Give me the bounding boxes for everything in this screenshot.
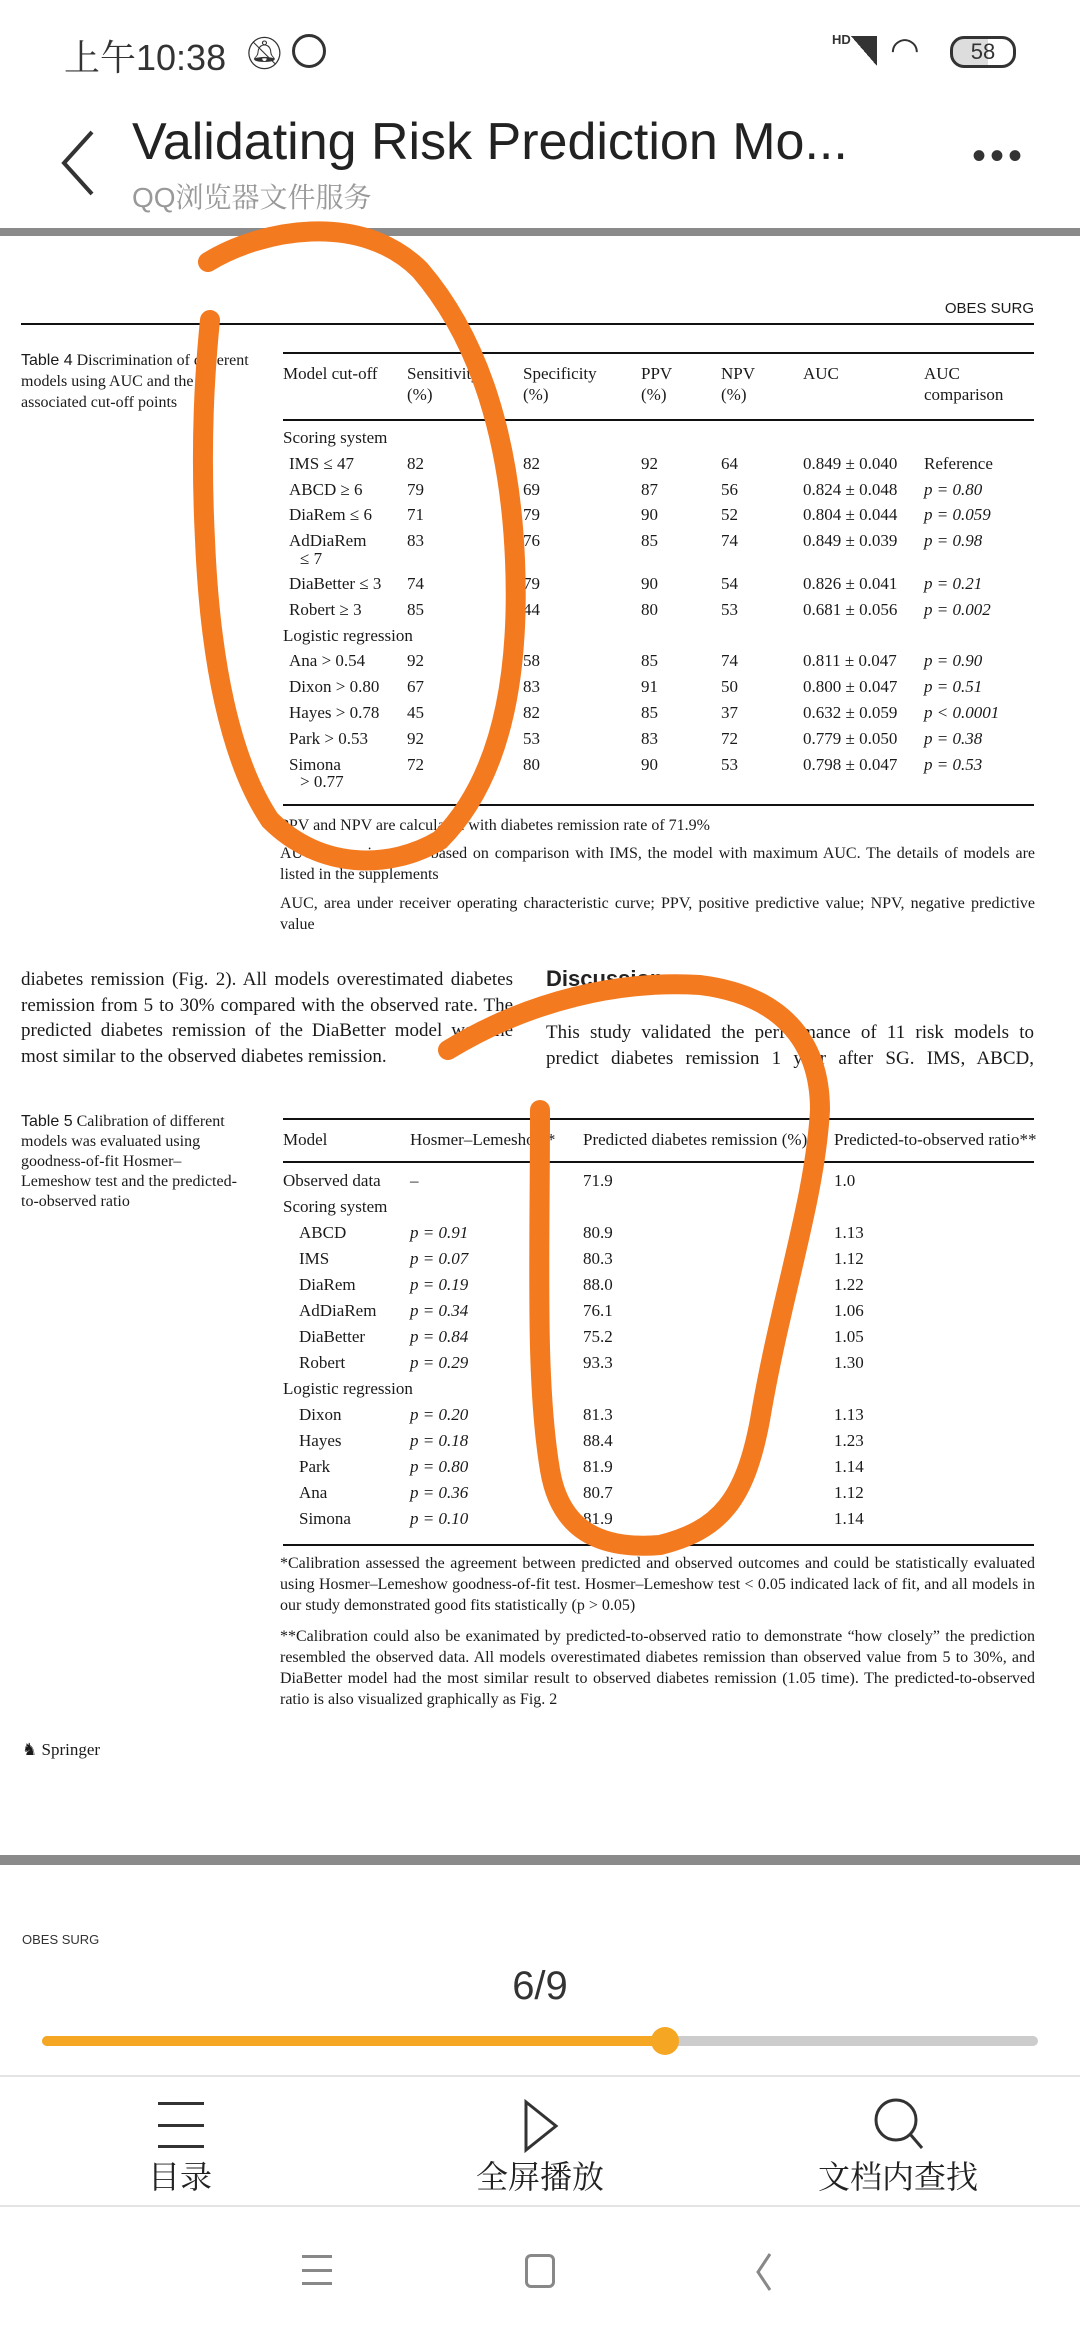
table4-cell: p = 0.80 bbox=[924, 479, 983, 499]
toolbar-divider bbox=[0, 2205, 1080, 2207]
table5-cell: p = 0.91 bbox=[410, 1223, 469, 1242]
find-in-document-label: 文档内查找 bbox=[817, 2159, 979, 2195]
table4-header-cell: PPV bbox=[641, 364, 673, 383]
table5-cell: Dixon bbox=[299, 1405, 342, 1424]
table5-cell: 80.3 bbox=[583, 1249, 613, 1268]
table4-cell: Ana > 0.54 bbox=[289, 651, 366, 671]
status-time: 上午10:38 bbox=[64, 37, 227, 78]
table4-cell: 74 bbox=[721, 531, 738, 551]
table5-cell: 1.30 bbox=[834, 1353, 864, 1372]
table4-cell: 0.800 ± 0.047 bbox=[803, 677, 898, 697]
table5-cell: Simona bbox=[299, 1509, 351, 1528]
table5-label: Table 5 bbox=[21, 1113, 73, 1130]
table4-cell: 67 bbox=[407, 677, 424, 697]
table4-cell: 71 bbox=[407, 505, 424, 525]
table5-caption-text: Calibration of different models was evaluated using goodness-of-fit Hosmer–Lemeshow test and the predicted-to-observed ratio bbox=[21, 1113, 237, 1210]
table5-cell: 1.06 bbox=[834, 1301, 864, 1320]
battery-level: 58 bbox=[970, 39, 996, 64]
table4-group-label: Scoring system bbox=[283, 428, 388, 447]
publisher-name: Springer bbox=[41, 1740, 101, 1759]
section-heading: Discussion bbox=[546, 966, 664, 991]
table4-cell: 79 bbox=[523, 574, 540, 593]
play-icon bbox=[480, 2096, 600, 2156]
table4-cell: 0.804 ± 0.044 bbox=[803, 505, 898, 525]
table5-cell: p = 0.20 bbox=[410, 1405, 469, 1424]
table5-cell: Robert bbox=[299, 1353, 346, 1372]
table5-cell: p = 0.18 bbox=[410, 1431, 469, 1450]
table4-header-cell: Model cut-off bbox=[283, 364, 378, 383]
table5-footnote: **Calibration could also be exanimated by predicted-to-observed ratio to demonstrate “how closely” the prediction resembled the observed data. All models overestimated diabetes remission than observed value from 5 to 30%, and DiaBetter model had the most similar result to observed diabetes remission (1.05 time). The predicted-to-observed ratio is also visualized graphically as Fig. 2 bbox=[280, 1628, 1035, 1708]
table5-cell: 1.23 bbox=[834, 1431, 864, 1450]
table4-header-cell: Sensitivity bbox=[407, 364, 480, 383]
page-indicator: 6/9 bbox=[512, 1964, 568, 2008]
fullscreen-play-label: 全屏播放 bbox=[475, 2159, 605, 2195]
table4-header-cell: AUC bbox=[803, 364, 839, 383]
table4-cell: 69 bbox=[523, 479, 540, 499]
table4-cell: 56 bbox=[721, 479, 738, 499]
table5-cell: 1.05 bbox=[834, 1327, 864, 1346]
nav-menu-button[interactable] bbox=[302, 2255, 332, 2285]
table4-cell: 76 bbox=[523, 531, 540, 551]
table5-cell: 1.12 bbox=[834, 1249, 864, 1268]
table4-cell: p = 0.98 bbox=[924, 531, 983, 551]
table4-cell: 92 bbox=[407, 651, 424, 671]
table4-cell: 85 bbox=[641, 531, 658, 551]
table5-cell: 1.0 bbox=[834, 1171, 856, 1190]
table5-cell: 1.22 bbox=[834, 1275, 864, 1294]
table4-cell: 80 bbox=[641, 599, 658, 619]
table4-cell: 50 bbox=[721, 677, 738, 697]
publisher-logo bbox=[22, 1740, 100, 1760]
table4-cell: 58 bbox=[523, 651, 540, 671]
table5-cell: p = 0.10 bbox=[410, 1509, 469, 1528]
table5-cell: 71.9 bbox=[583, 1171, 613, 1190]
table4-cell: 90 bbox=[641, 505, 658, 525]
table4-cell: p = 0.002 bbox=[924, 599, 991, 619]
table4-cell: AdDiaRem bbox=[289, 531, 367, 551]
table4-cell: 90 bbox=[641, 754, 658, 774]
table5-header-cell: Predicted-to-observed ratio** bbox=[834, 1130, 1037, 1149]
table5-cell: 76.1 bbox=[583, 1301, 613, 1320]
table4-group-label: Logistic regression bbox=[283, 625, 413, 645]
table4-cell: 0.826 ± 0.041 bbox=[803, 574, 898, 593]
table5-cell: 1.12 bbox=[834, 1483, 864, 1502]
table4-cell: 83 bbox=[523, 677, 540, 697]
table4-cell: p = 0.21 bbox=[924, 574, 983, 593]
table4-cell: 44 bbox=[523, 599, 540, 619]
body-right-column: This study validated the performance of 11 risk models to predict diabetes remission 1 year after SG. IMS, ABCD, bbox=[546, 1022, 1034, 1069]
table5-cell: IMS bbox=[299, 1249, 330, 1268]
table5-header-cell: Model bbox=[283, 1130, 328, 1149]
document-title: Validating Risk Prediction Mo... bbox=[132, 113, 848, 171]
table4-cell: 37 bbox=[721, 703, 738, 722]
document-source: QQ浏览器文件服务 bbox=[132, 182, 372, 213]
table4-cell: 74 bbox=[721, 651, 738, 671]
table4-cell: 79 bbox=[523, 505, 540, 525]
table5-cell: AdDiaRem bbox=[299, 1301, 377, 1320]
next-page-journal-header: OBES SURG bbox=[22, 1932, 100, 1947]
nav-home-button[interactable] bbox=[525, 2254, 555, 2288]
back-icon bbox=[750, 2250, 780, 2294]
table4-cell: p = 0.059 bbox=[924, 505, 991, 525]
table5-cell: 88.4 bbox=[583, 1431, 613, 1450]
table4-header-cell: (%) bbox=[407, 385, 433, 404]
table4-caption-text: Discrimination of different models using AUC and the associated cut-off points bbox=[21, 352, 249, 411]
table4-cell: 0.849 ± 0.040 bbox=[803, 453, 898, 473]
table5-cell: DiaBetter bbox=[299, 1327, 366, 1346]
table4-footnote: AUC, area under receiver operating characteristic curve; PPV, positive predictive value; NPV, negative predictive value bbox=[280, 895, 1035, 933]
table4-cell: Robert ≥ 3 bbox=[289, 599, 362, 619]
table5-cell: – bbox=[410, 1171, 419, 1190]
table4-cell: Hayes > 0.78 bbox=[289, 703, 380, 722]
table4-cell: 53 bbox=[523, 728, 540, 748]
table5-cell: 1.14 bbox=[834, 1509, 864, 1528]
table4-footnote: AUC comparison was based on comparison with IMS, the model with maximum AUC. The details of models are listed in the supplements bbox=[280, 845, 1035, 883]
list-icon bbox=[158, 2102, 204, 2148]
table4-cell: 0.849 ± 0.039 bbox=[803, 531, 898, 551]
table5-cell: 80.7 bbox=[583, 1483, 613, 1502]
table4-header-cell: AUC bbox=[924, 364, 960, 383]
table5-cell: ABCD bbox=[299, 1223, 347, 1242]
table4-cell: Reference bbox=[924, 453, 993, 473]
table4-cell: 0.811 ± 0.047 bbox=[803, 651, 897, 671]
table4-cell: 72 bbox=[407, 754, 424, 774]
table5-cell: p = 0.29 bbox=[410, 1353, 469, 1372]
table4-cell-continued: ≤ 7 bbox=[300, 549, 323, 568]
table4-cell: 82 bbox=[523, 453, 540, 473]
table5-group-label: Logistic regression bbox=[283, 1379, 413, 1398]
table4-cell: 85 bbox=[641, 703, 658, 722]
table4-cell: 83 bbox=[407, 531, 424, 551]
table4-cell: Dixon > 0.80 bbox=[289, 677, 380, 697]
table4-cell: 90 bbox=[641, 574, 658, 593]
table4-cell: 80 bbox=[523, 754, 540, 774]
toc-label: 目录 bbox=[147, 2159, 213, 2195]
table4-cell-continued: > 0.77 bbox=[300, 772, 344, 792]
table5-cell: 81.3 bbox=[583, 1405, 613, 1424]
table4-cell: Park > 0.53 bbox=[289, 728, 368, 748]
springer-horse-icon: ♞ bbox=[22, 1740, 38, 1759]
table5-cell: 81.9 bbox=[583, 1457, 613, 1476]
table4-cell: 52 bbox=[721, 505, 738, 525]
table4-footnote: PPV and NPV are calculated with diabetes remission rate of 71.9% bbox=[280, 817, 710, 834]
table4-cell: p < 0.0001 bbox=[924, 703, 1000, 722]
table5-cell: 1.13 bbox=[834, 1405, 864, 1424]
table4-header-cell: (%) bbox=[721, 385, 747, 404]
table4-cell: 82 bbox=[523, 703, 540, 722]
table4-cell: p = 0.38 bbox=[924, 728, 983, 748]
table5-cell: Park bbox=[299, 1457, 331, 1476]
table4-cell: ABCD ≥ 6 bbox=[289, 479, 363, 499]
search-icon bbox=[838, 2092, 958, 2156]
table5-header-cell: Predicted diabetes remission (%) bbox=[583, 1130, 808, 1149]
table4-cell: 0.632 ± 0.059 bbox=[803, 703, 898, 722]
table5-cell: p = 0.36 bbox=[410, 1483, 469, 1502]
table4-cell: 53 bbox=[721, 754, 738, 774]
table4-cell: IMS ≤ 47 bbox=[289, 453, 355, 473]
body-left-column: diabetes remission (Fig. 2). All models overestimated diabetes remission from 5 to 30% compared with the observed rate. The predicted diabetes remission of the DiaBetter model was the most similar to the observed diabetes remission. bbox=[21, 969, 513, 1067]
table4-cell: p = 0.53 bbox=[924, 754, 983, 774]
table5-cell: DiaRem bbox=[299, 1275, 356, 1294]
table4-cell: 92 bbox=[641, 453, 658, 473]
table4-cell: 72 bbox=[721, 728, 738, 748]
menu-icon bbox=[302, 2269, 332, 2272]
table4-cell: 87 bbox=[641, 479, 658, 499]
network-label: HD bbox=[832, 32, 851, 47]
table4-header-cell: comparison bbox=[924, 385, 1004, 404]
table5-cell: p = 0.34 bbox=[410, 1301, 469, 1320]
table5-cell: Hayes bbox=[299, 1431, 342, 1450]
page-slider[interactable] bbox=[42, 2036, 1038, 2046]
table4-cell: 82 bbox=[407, 453, 424, 473]
annotation-loop-2 bbox=[448, 984, 820, 1545]
page-divider bbox=[0, 1855, 1080, 1865]
table4-cell: 54 bbox=[721, 574, 738, 593]
table4-cell: 74 bbox=[407, 574, 424, 593]
table5-cell: 80.9 bbox=[583, 1223, 613, 1242]
table4-cell: Simona bbox=[289, 754, 341, 774]
table4-cell: 45 bbox=[407, 703, 424, 722]
table5-footnote: *Calibration assessed the agreement between predicted and observed outcomes and could be statistically evaluated using Hosmer–Lemeshow goodness-of-fit test. Hosmer–Lemeshow test < 0.05 indicated lack of fit, and all models in our study demonstrated good fits statistically (p > 0.05) bbox=[280, 1555, 1035, 1614]
table5-cell: p = 0.07 bbox=[410, 1249, 469, 1268]
table5-cell: p = 0.84 bbox=[410, 1327, 469, 1346]
mute-bell-icon: 🔕︎ bbox=[244, 35, 285, 71]
table4-cell: 85 bbox=[407, 599, 424, 619]
table4-cell: p = 0.90 bbox=[924, 651, 983, 671]
table4-cell: 79 bbox=[407, 479, 424, 499]
table4-header-cell: (%) bbox=[641, 385, 667, 404]
table4-cell: DiaBetter ≤ 3 bbox=[289, 574, 382, 593]
table4-cell: 83 bbox=[641, 728, 658, 748]
table5-cell: p = 0.19 bbox=[410, 1275, 469, 1294]
table5-cell: 93.3 bbox=[583, 1353, 613, 1372]
table5-group-label: Scoring system bbox=[283, 1197, 388, 1216]
table4-header-cell: (%) bbox=[523, 385, 549, 404]
table4-cell: 0.824 ± 0.048 bbox=[803, 479, 898, 499]
table4-cell: 85 bbox=[641, 651, 658, 671]
more-icon: ••• bbox=[972, 134, 1027, 178]
table4-header-cell: Specificity bbox=[523, 364, 597, 383]
table5-cell: Observed data bbox=[283, 1171, 381, 1190]
table4-cell: 0.681 ± 0.056 bbox=[803, 599, 898, 619]
table5-cell: 81.9 bbox=[583, 1509, 613, 1528]
wifi-icon: ◠ bbox=[890, 31, 920, 69]
table5-cell: 88.0 bbox=[583, 1275, 613, 1294]
table5-cell: Ana bbox=[299, 1483, 328, 1502]
table5-cell: 1.14 bbox=[834, 1457, 864, 1476]
journal-header: OBES SURG bbox=[944, 300, 1034, 317]
table4-cell: 64 bbox=[721, 453, 738, 473]
nav-back-button[interactable] bbox=[750, 2250, 780, 2299]
table5-cell: p = 0.80 bbox=[410, 1457, 469, 1476]
table4-label: Table 4 bbox=[21, 352, 73, 369]
table4-cell: 92 bbox=[407, 728, 424, 748]
table4-cell: 0.779 ± 0.050 bbox=[803, 728, 898, 748]
table4-header-cell: NPV bbox=[721, 364, 756, 383]
annotation-loop-1 bbox=[203, 231, 516, 860]
table5-header-cell: Hosmer–Lemeshow* bbox=[410, 1130, 556, 1149]
page-slider-fill bbox=[42, 2036, 665, 2046]
table5-cell: 1.13 bbox=[834, 1223, 864, 1242]
table4-cell: DiaRem ≤ 6 bbox=[289, 505, 372, 525]
table4-cell: p = 0.51 bbox=[924, 677, 983, 697]
table4-cell: 0.798 ± 0.047 bbox=[803, 754, 898, 774]
page-slider-thumb[interactable] bbox=[651, 2027, 679, 2055]
table4-cell: 91 bbox=[641, 677, 658, 697]
table4-cell: 53 bbox=[721, 599, 738, 619]
table5-cell: 75.2 bbox=[583, 1327, 613, 1346]
